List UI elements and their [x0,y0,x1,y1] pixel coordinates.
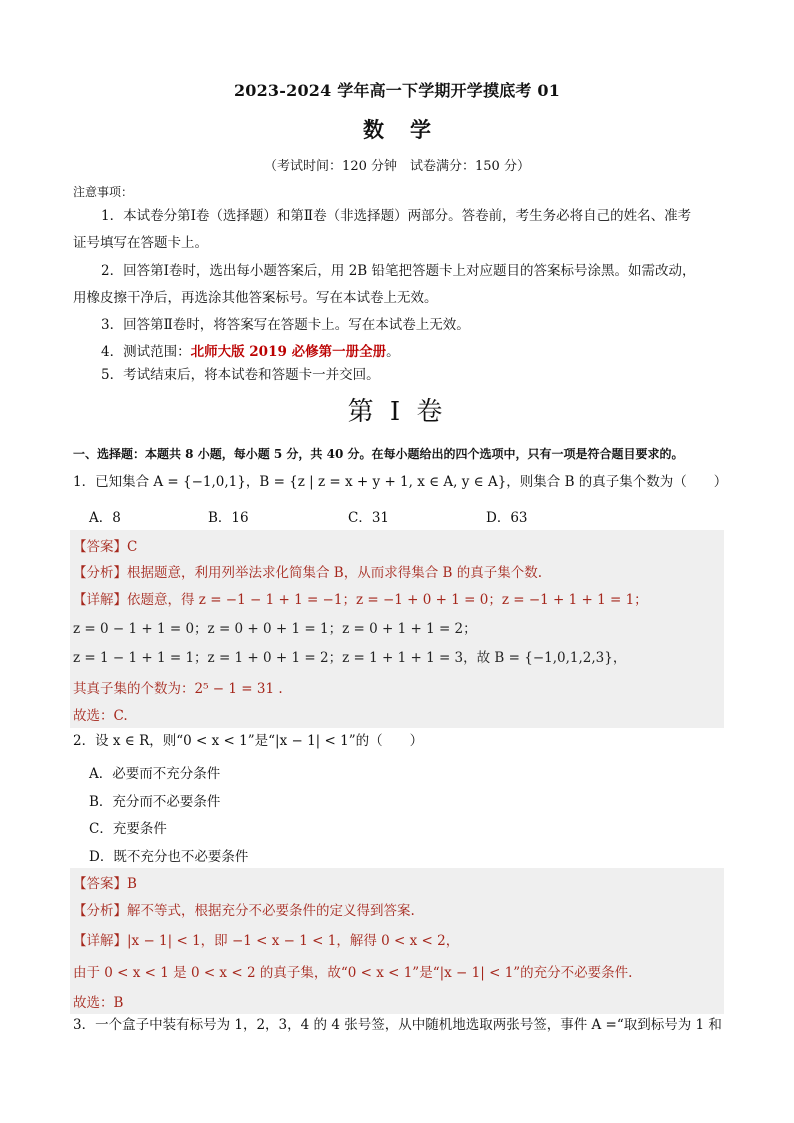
q1-option-d: D．63 [486,510,528,526]
q2-analysis: 【分析】解不等式，根据充分不必要条件的定义得到答案. [73,903,415,919]
notice-item-3: 3．回答第Ⅱ卷时，将答案写在答题卡上。写在本试卷上无效。 [101,317,470,333]
notice-item-2-line-2: 用橡皮擦干净后，再选涂其他答案标号。写在本试卷上无效。 [73,290,438,306]
volume-heading: 第 I 卷 [347,397,447,427]
q1-option-b: B．16 [208,510,249,526]
q1-analysis: 【分析】根据题意，利用列举法求化简集合 B，从而求得集合 B 的真子集个数. [73,565,543,581]
test-range: 北师大版 2019 必修第一册全册 [190,344,387,360]
q2-option-d: D．既不充分也不必要条件 [89,849,249,865]
q2-option-b: B．充分而不必要条件 [89,794,221,810]
q1-detail-line-2: z = 0 − 1 + 1 = 0；z = 0 + 0 + 1 = 1；z = 0 + 1 + 1 = 2； [73,621,477,637]
notice-item-2-line-1: 2．回答第Ⅰ卷时，选出每小题答案后，用 2B 铅笔把答题卡上对应题目的答案标号涂黑。如需改动， [101,263,696,279]
q2-option-c: C．充要条件 [89,821,167,837]
notice-item-4-suffix: 。 [386,344,400,360]
section-heading: 一、选择题：本题共 8 小题，每小题 5 分，共 40 分。在每小题给出的四个选项中，只有一项是符合题目要求的。 [73,447,684,461]
notice-item-4-prefix: 4．测试范围： [101,344,191,360]
q1-conclusion: 故选：C. [73,708,128,724]
subject-title: 数学 [363,117,457,142]
notice-item-1-line-1: 1．本试卷分第Ⅰ卷（选择题）和第Ⅱ卷（非选择题）两部分。答卷前，考生务必将自己的姓名、准考 [101,208,692,224]
q2-conclusion: 故选：B [73,995,124,1011]
q1-option-a: A．8 [89,510,121,526]
q2-detail-line-1: 【详解】|x − 1| < 1，即 −1 < x − 1 < 1，解得 0 < x < 2， [73,933,460,949]
notice-heading: 注意事项： [73,185,134,199]
q1-answer: 【答案】C [73,539,138,555]
q1-detail-line-4: 其真子集的个数为：2⁵ − 1 = 31 . [73,681,283,697]
q2-answer: 【答案】B [73,876,137,892]
notice-item-5: 5．考试结束后，将本试卷和答题卡一并交回。 [101,367,380,383]
q1-detail-line-1: 【详解】依题意，得 z = −1 − 1 + 1 = −1；z = −1 + 0 + 1 = 0；z = −1 + 1 + 1 = 1； [73,592,648,608]
q2-option-a: A．必要而不充分条件 [89,766,221,782]
q3-stem: 3．一个盒子中装有标号为 1，2，3，4 的 4 张号签，从中随机地选取两张号签，事件 A =“取到标号为 1 和 [73,1017,722,1033]
exam-title: 2023-2024 学年高一下学期开学摸底考 01 [233,81,561,100]
q1-stem: 1．已知集合 A = {−1,0,1}，B = {z | z = x + y + 1, x ∈ A, y ∈ A}，则集合 B 的真子集个数为（ ） [73,474,728,490]
q1-detail-line-3: z = 1 − 1 + 1 = 1；z = 1 + 0 + 1 = 2；z = 1 + 1 + 1 = 3，故 B = {−1,0,1,2,3}， [73,650,627,666]
q1-option-c: C．31 [348,510,390,526]
notice-item-1-line-2: 证号填写在答题卡上。 [73,235,208,251]
exam-meta: （考试时间：120 分钟 试卷满分：150 分） [264,159,530,174]
q2-detail-line-2: 由于 0 < x < 1 是 0 < x < 2 的真子集，故“0 < x < 1”是“|x − 1| < 1”的充分不必要条件. [73,965,633,981]
q2-stem: 2．设 x ∈ R，则“0 < x < 1”是“|x − 1| < 1”的（ ） [73,733,424,749]
